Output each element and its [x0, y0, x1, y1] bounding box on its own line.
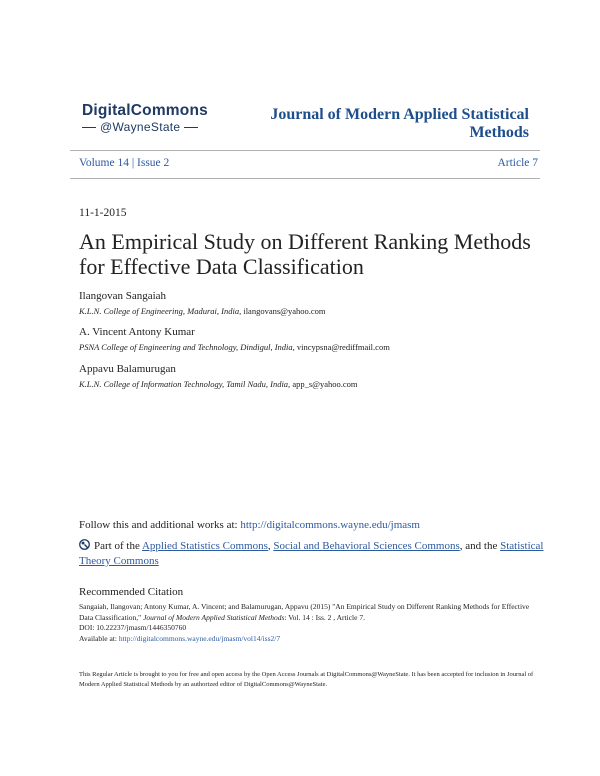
- affiliation-text: PSNA College of Engineering and Technology, Dindigul, India,: [79, 342, 295, 352]
- journal-title-line1: Journal of Modern Applied Statistical: [270, 106, 529, 123]
- paper-title-line1: An Empirical Study on Different Ranking Methods: [79, 229, 531, 254]
- follow-line: [79, 519, 420, 531]
- author-affiliation: [79, 379, 358, 389]
- journal-title-line2: Methods: [469, 124, 529, 141]
- statistical-theory-commons-link[interactable]: Statistical Theory Commons: [79, 540, 544, 567]
- affiliation-text: K.L.N. College of Information Technology, Tamil Nadu, India,: [79, 379, 291, 389]
- author-name[interactable]: Appavu Balamurugan: [79, 363, 176, 375]
- follow-prefix: Follow this and additional works at:: [79, 519, 238, 531]
- header-divider-top: [70, 150, 540, 151]
- author-email[interactable]: vincypsna@rediffmail.com: [296, 342, 390, 352]
- article-link[interactable]: Article 7: [497, 157, 538, 169]
- logo-rule-right: [184, 127, 198, 128]
- logo-rule-left: [82, 127, 96, 128]
- author-email[interactable]: app_s@yahoo.com: [292, 379, 358, 389]
- volume-issue: [79, 157, 169, 169]
- author-affiliation: [79, 306, 326, 316]
- paper-title-line2: for Effective Data Classification: [79, 254, 364, 279]
- recommended-citation-heading: Recommended Citation: [79, 586, 184, 598]
- digital-commons-logo[interactable]: [82, 102, 222, 134]
- network-commons-icon: [79, 539, 90, 550]
- affiliation-text: K.L.N. College of Engineering, Madurai, India,: [79, 306, 242, 316]
- journal-title-link[interactable]: [229, 106, 529, 142]
- citation-available-link[interactable]: http://digitalcommons.wayne.edu/jmasm/vol14/iss2/7: [118, 633, 281, 643]
- publication-date: 11-1-2015: [79, 207, 127, 219]
- author-affiliation: [79, 342, 390, 352]
- commons-separator-and: , and the: [459, 540, 498, 552]
- applied-statistics-commons-link[interactable]: Applied Statistics Commons: [141, 540, 268, 552]
- citation-text: Sangaiah, Ilangovan; Antony Kumar, A. Vincent; and Balamurugan, Appavu (2015) "An Empirical Study on Different Ranking Methods for Effective Data Classification,": [79, 602, 530, 622]
- citation-doi: DOI: 10.22237/jmasm/1446350760: [79, 623, 187, 632]
- volume-issue-separator: |: [131, 157, 135, 169]
- citation-available-prefix: Available at:: [79, 633, 117, 643]
- volume-link[interactable]: Volume 14: [79, 157, 129, 169]
- citation-volume: : Vol. 14 : Iss. 2 , Article 7.: [284, 612, 365, 622]
- issue-link[interactable]: Issue 2: [137, 157, 170, 169]
- author-email[interactable]: ilangovans@yahoo.com: [243, 306, 326, 316]
- follow-url-link[interactable]: http://digitalcommons.wayne.edu/jmasm: [240, 519, 420, 531]
- logo-bottom-text: @WayneState: [100, 120, 181, 134]
- access-footnote: This Regular Article is brought to you for free and open access by the Open Access Journals at DigitalCommons@WayneState. It has been accepted for inclusion in Journal of Modern Applied Statistical Methods by an authorized editor of DigitalCommons@WayneState.: [79, 671, 534, 688]
- author-name[interactable]: Ilangovan Sangaiah: [79, 290, 167, 302]
- header-divider-bottom: [70, 178, 540, 179]
- social-behavioral-sciences-commons-link[interactable]: Social and Behavioral Sciences Commons: [273, 540, 460, 552]
- part-of-line: [79, 539, 549, 569]
- logo-top-text: DigitalCommons: [82, 102, 208, 119]
- paper-title: [79, 229, 539, 279]
- part-of-prefix: Part of the: [94, 540, 140, 552]
- citation-journal: Journal of Modern Applied Statistical Methods: [143, 612, 285, 622]
- commons-separator: ,: [267, 540, 271, 552]
- logo-bottom-row: [82, 120, 222, 134]
- citation-block: [79, 602, 539, 644]
- author-name[interactable]: A. Vincent Antony Kumar: [79, 326, 195, 338]
